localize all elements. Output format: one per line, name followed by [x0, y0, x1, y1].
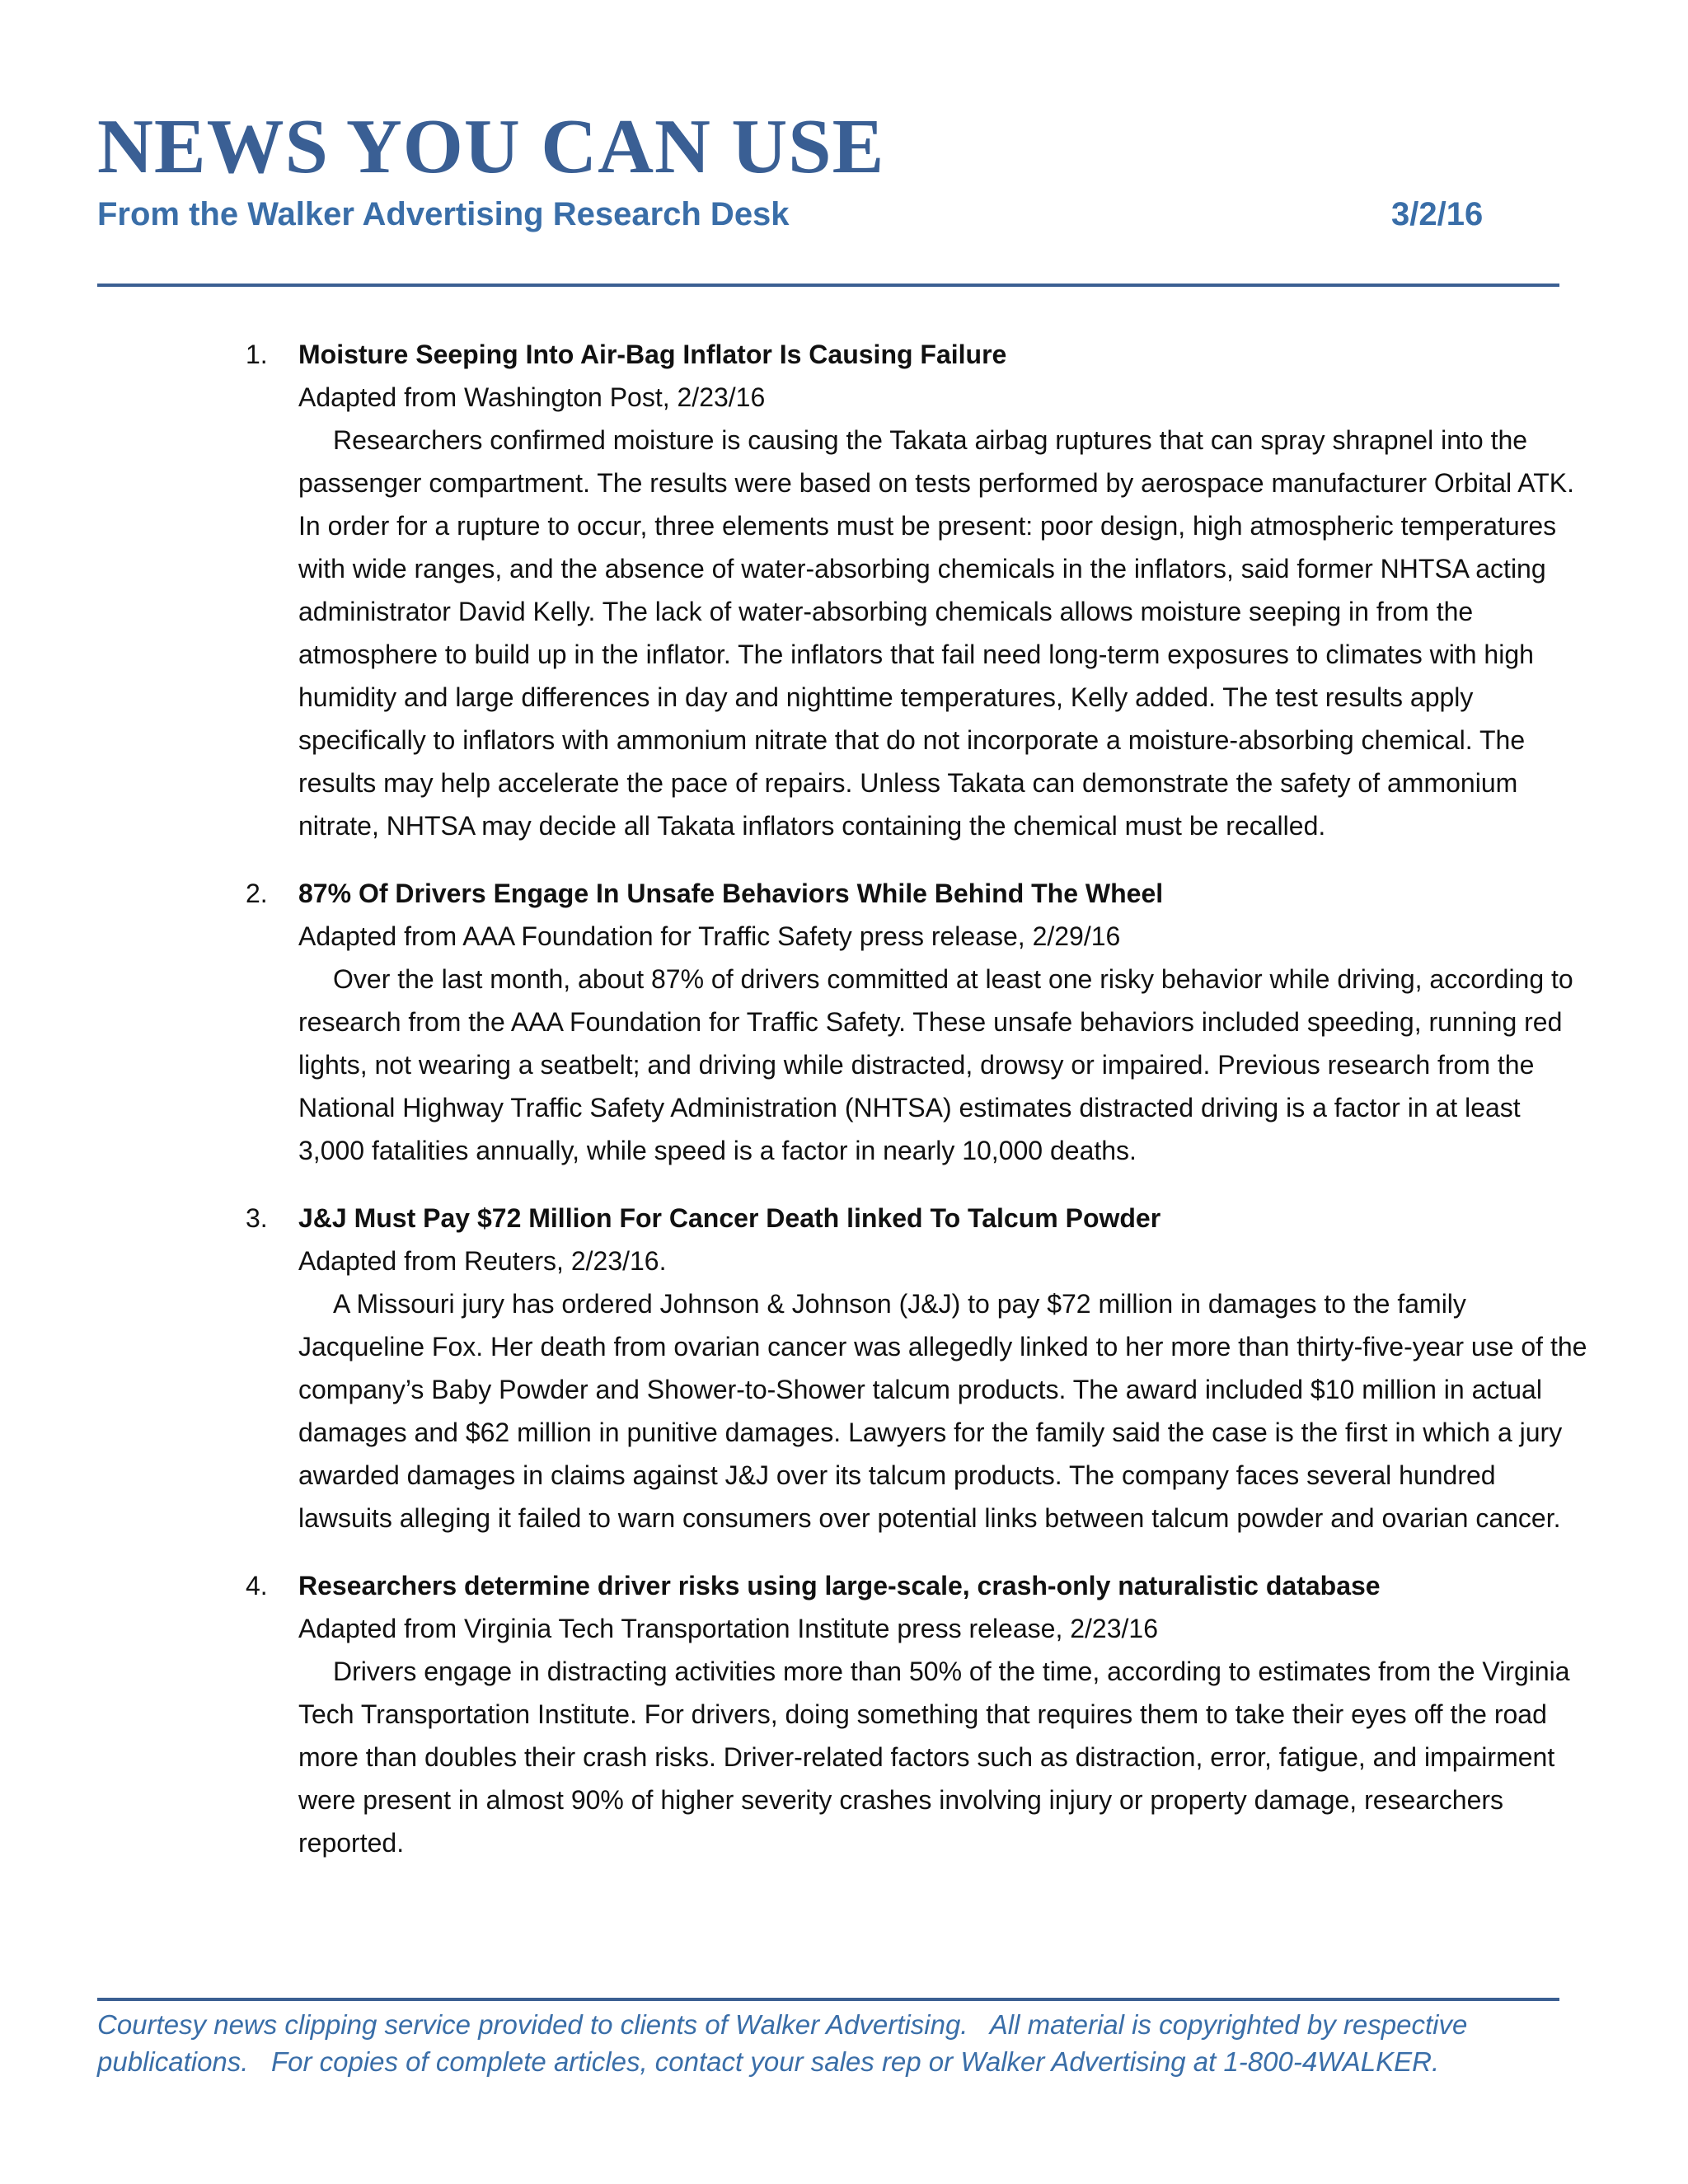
article-source: Adapted from Virginia Tech Transportation Institute press release, 2/23/16 [298, 1614, 1158, 1643]
article-number: 2. [246, 879, 268, 908]
article-body: Drivers engage in distracting activities more than 50% of the time, according to estimates from the Virginia Tech Transportation Institute. For drivers, doing something that requires them to take their eyes off the road more than doubles their crash risks. Driver-related factors such as distraction, error, fatigue, and impairment were present in almost 90% of higher severity crashes involving injury or property damage, researchers reported. [298, 1657, 1570, 1858]
article-number: 4. [246, 1571, 268, 1601]
article-item [246, 872, 1589, 1172]
article-headline: 87% Of Drivers Engage In Unsafe Behaviors While Behind The Wheel [298, 879, 1164, 908]
article-headline: Moisture Seeping Into Air-Bag Inflator Is Causing Failure [298, 340, 1007, 369]
article-body: A Missouri jury has ordered Johnson & Johnson (J&J) to pay $72 million in damages to the family Jacqueline Fox. Her death from ovarian cancer was allegedly linked to her more than thirty-five-year use of the company’s Baby Powder and Shower-to-Shower talcum products. The award included $10 million in actual damages and $62 million in punitive damages. Lawyers for the family said the case is the first in which a jury awarded damages in claims against J&J over its talcum products. The company faces several hundred lawsuits alleging it failed to warn consumers over potential links between talcum powder and ovarian cancer. [298, 1289, 1587, 1533]
top-divider [97, 284, 1559, 287]
newsletter-subtitle: From the Walker Advertising Research Desk [97, 196, 790, 232]
bottom-divider [97, 1998, 1559, 2001]
masthead [97, 105, 1564, 241]
article-headline: J&J Must Pay $72 Million For Cancer Death linked To Talcum Powder [298, 1203, 1161, 1233]
article-body: Over the last month, about 87% of drivers committed at least one risky behavior while driving, according to research from the AAA Foundation for Traffic Safety. These unsafe behaviors included speeding, running red lights, not wearing a seatbelt; and driving while distracted, drowsy or impaired. Previous research from the National Highway Traffic Safety Administration (NHTSA) estimates distracted driving is a factor in at least 3,000 fatalities annually, while speed is a factor in nearly 10,000 deaths. [298, 964, 1573, 1165]
article-source: Adapted from Reuters, 2/23/16. [298, 1246, 667, 1276]
article-headline: Researchers determine driver risks using large-scale, crash-only naturalistic database [298, 1571, 1381, 1601]
article-item [246, 333, 1589, 847]
article-body: Researchers confirmed moisture is causing the Takata airbag ruptures that can spray shrapnel into the passenger compartment. The results were based on tests performed by aerospace manufacturer Orbital ATK. In order for a rupture to occur, three elements must be present: poor design, high atmospheric temperatures with wide ranges, and the absence of water-absorbing chemicals in the inflators, said former NHTSA acting administrator David Kelly. The lack of water-absorbing chemicals allows moisture seeping in from the atmosphere to build up in the inflator. The inflators that fail need long-term exposures to climates with high humidity and large differences in day and nighttime temperatures, Kelly added. The test results apply specifically to inflators with ammonium nitrate that do not incorporate a moisture-absorbing chemical. The results may help accelerate the pace of repairs. Unless Takata can demonstrate the safety of ammonium nitrate, NHTSA may decide all Takata inflators containing the chemical must be recalled. [298, 425, 1575, 841]
subtitle-row [97, 191, 1564, 241]
article-source: Adapted from AAA Foundation for Traffic Safety press release, 2/29/16 [298, 921, 1121, 951]
article-source: Adapted from Washington Post, 2/23/16 [298, 382, 766, 412]
newsletter-title: NEWS YOU CAN USE [97, 104, 885, 190]
article-item [246, 1564, 1589, 1864]
article-number: 1. [246, 340, 268, 369]
article-number: 3. [246, 1203, 268, 1233]
article-list [246, 333, 1589, 1889]
footer-disclaimer: Courtesy news clipping service provided to clients of Walker Advertising. All material is copyrighted by respective publications. For copies of complete articles, contact your sales rep or Walker Advertising at 1-800-4WALKER. [97, 2009, 1475, 2077]
article-item [246, 1197, 1589, 1540]
issue-date: 3/2/16 [1391, 196, 1484, 232]
